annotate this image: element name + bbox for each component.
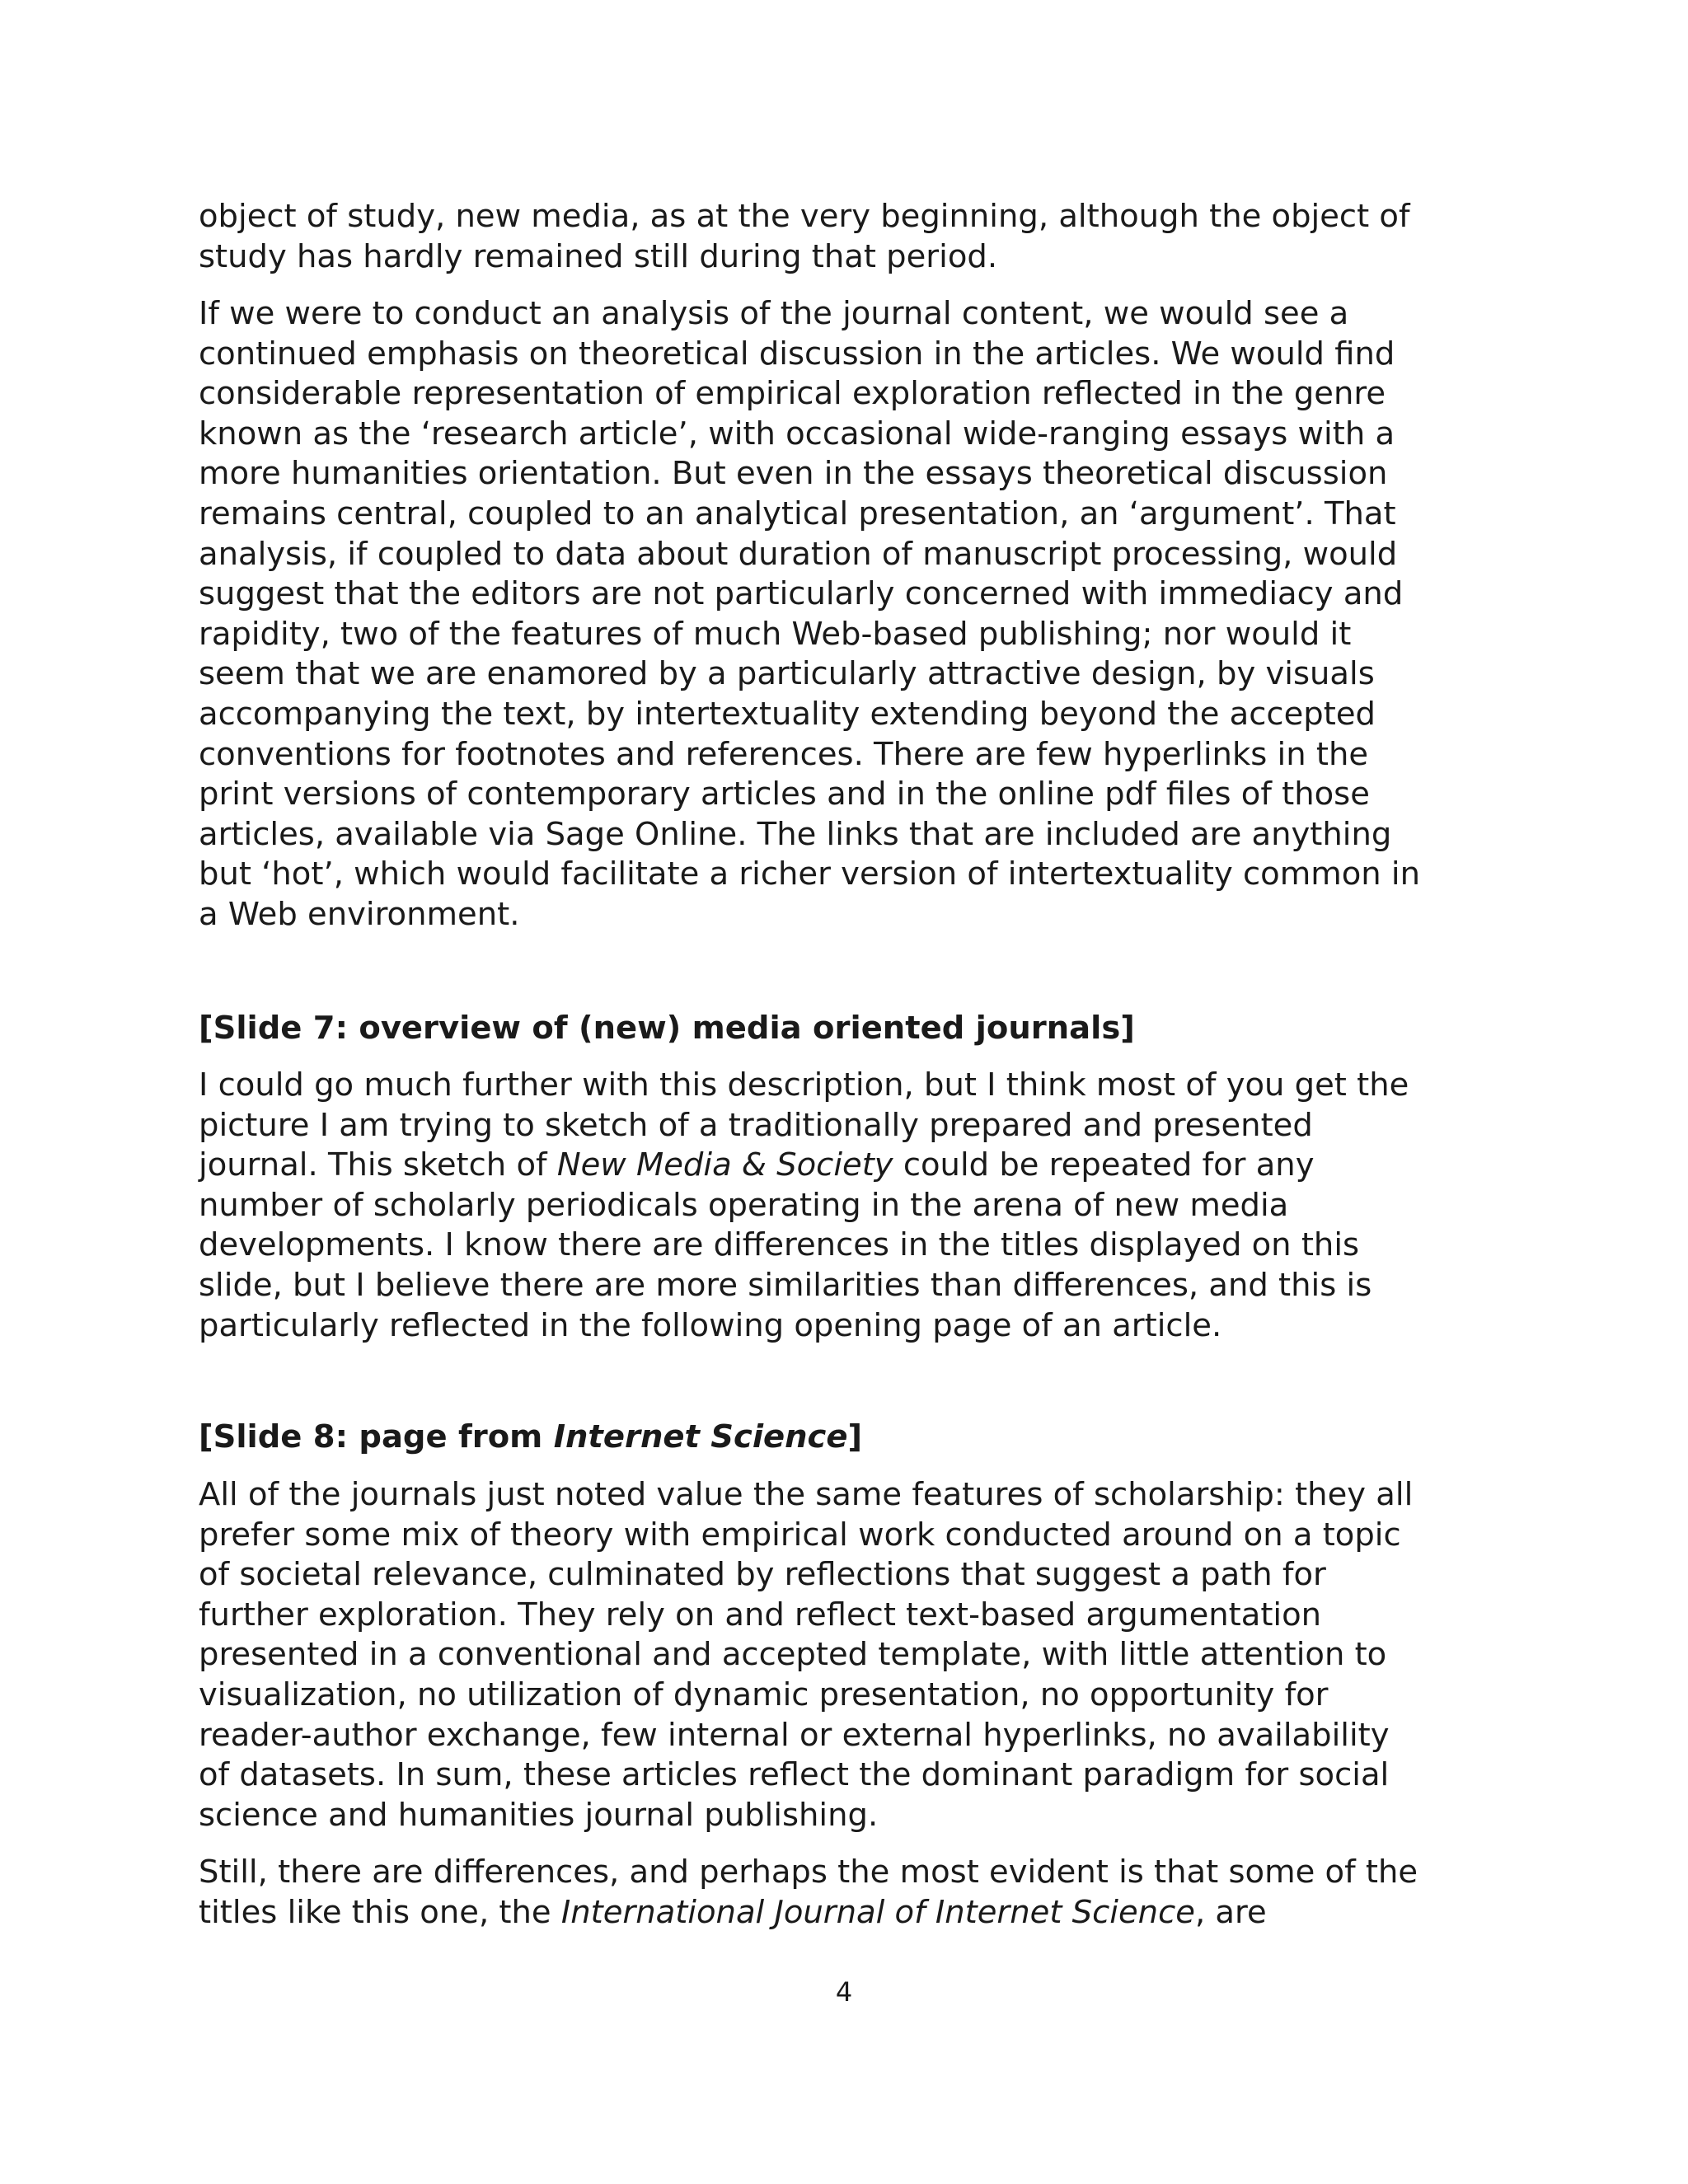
text-line: of datasets. In sum, these articles reflect the dominant paradigm for social — [199, 1756, 1390, 1794]
text-line — [199, 1893, 1501, 1933]
heading-fragment: ] — [847, 1418, 863, 1455]
text-line: science and humanities journal publishing. — [199, 1796, 879, 1834]
text-line: a Web environment. — [199, 895, 520, 933]
text-line: If we were to conduct an analysis of the journal content, we would see a — [199, 295, 1349, 332]
journal-title-italic: International Journal of Internet Science — [560, 1893, 1195, 1931]
text-fragment: could be repeated for any — [893, 1146, 1315, 1184]
journal-title-italic: New Media & Society — [556, 1146, 893, 1184]
text-line: print versions of contemporary articles and in the online pdf files of those — [199, 776, 1370, 813]
text-line: rapidity, two of the features of much Web-based publishing; nor would it — [199, 615, 1352, 653]
paragraph-3 — [199, 1066, 1501, 1346]
text-line: object of study, new media, as at the very beginning, although the object of — [199, 198, 1410, 235]
text-line: conventions for footnotes and references. There are few hyperlinks in the — [199, 735, 1369, 773]
section-heading-slide-7: [Slide 7: overview of (new) media oriented journals] — [199, 1010, 1135, 1047]
text-line: continued emphasis on theoretical discussion in the articles. We would find — [199, 335, 1395, 373]
text-line: considerable representation of empirical exploration reflected in the genre — [199, 375, 1386, 413]
text-line: visualization, no utilization of dynamic presentation, no opportunity for — [199, 1675, 1329, 1713]
text-fragment: titles like this one, the — [199, 1893, 561, 1931]
heading-italic: Internet Science — [553, 1418, 848, 1455]
text-line: slide, but I believe there are more similarities than differences, and this is — [199, 1266, 1372, 1304]
text-fragment: , are — [1194, 1893, 1267, 1931]
text-line: number of scholarly periodicals operating in the arena of new media — [199, 1186, 1289, 1224]
paragraph-4 — [199, 1475, 1501, 1835]
paragraph-2 — [199, 294, 1501, 935]
text-line: further exploration. They rely on and reflect text-based argumentation — [199, 1596, 1322, 1633]
text-line: developments. I know there are differences in the titles displayed on this — [199, 1226, 1360, 1264]
text-line: All of the journals just noted value the same features of scholarship: they all — [199, 1476, 1414, 1513]
text-line: reader-author exchange, few internal or external hyperlinks, no availability — [199, 1716, 1390, 1754]
text-line: I could go much further with this description, but I think most of you get the — [199, 1066, 1409, 1104]
text-line: prefer some mix of theory with empirical work conducted around on a topic — [199, 1516, 1401, 1554]
section-heading-slide-8 — [199, 1418, 1501, 1458]
text-line: seem that we are enamored by a particularly attractive design, by visuals — [199, 655, 1375, 693]
text-line: particularly reflected in the following opening page of an article. — [199, 1306, 1222, 1344]
text-line: presented in a conventional and accepted template, with little attention to — [199, 1636, 1387, 1674]
text-line: remains central, coupled to an analytical presentation, an ‘argument’. That — [199, 494, 1396, 532]
text-line: accompanying the text, by intertextuality extending beyond the accepted — [199, 695, 1376, 733]
text-fragment: journal. This sketch of — [199, 1146, 557, 1184]
paragraph-1 — [199, 197, 1501, 277]
text-line: known as the ‘research article’, with occasional wide-ranging essays with a — [199, 415, 1395, 452]
text-line: suggest that the editors are not particularly concerned with immediacy and — [199, 575, 1404, 613]
page-number: 4 — [835, 1976, 853, 2008]
text-line: analysis, if coupled to data about duration of manuscript processing, would — [199, 535, 1398, 573]
text-line: Still, there are differences, and perhaps the most evident is that some of the — [199, 1854, 1418, 1891]
text-line: of societal relevance, culminated by reflections that suggest a path for — [199, 1556, 1326, 1594]
text-line: study has hardly remained still during that period. — [199, 237, 998, 275]
text-line — [199, 1146, 1501, 1186]
text-line: articles, available via Sage Online. The links that are included are anything — [199, 815, 1392, 853]
text-line: more humanities orientation. But even in the essays theoretical discussion — [199, 455, 1388, 493]
text-line: but ‘hot’, which would facilitate a richer version of intertextuality common in — [199, 855, 1420, 893]
paragraph-5 — [199, 1853, 1501, 1933]
text-line: picture I am trying to sketch of a traditionally prepared and presented — [199, 1106, 1313, 1144]
heading-fragment: [Slide 8: page from — [199, 1418, 554, 1455]
